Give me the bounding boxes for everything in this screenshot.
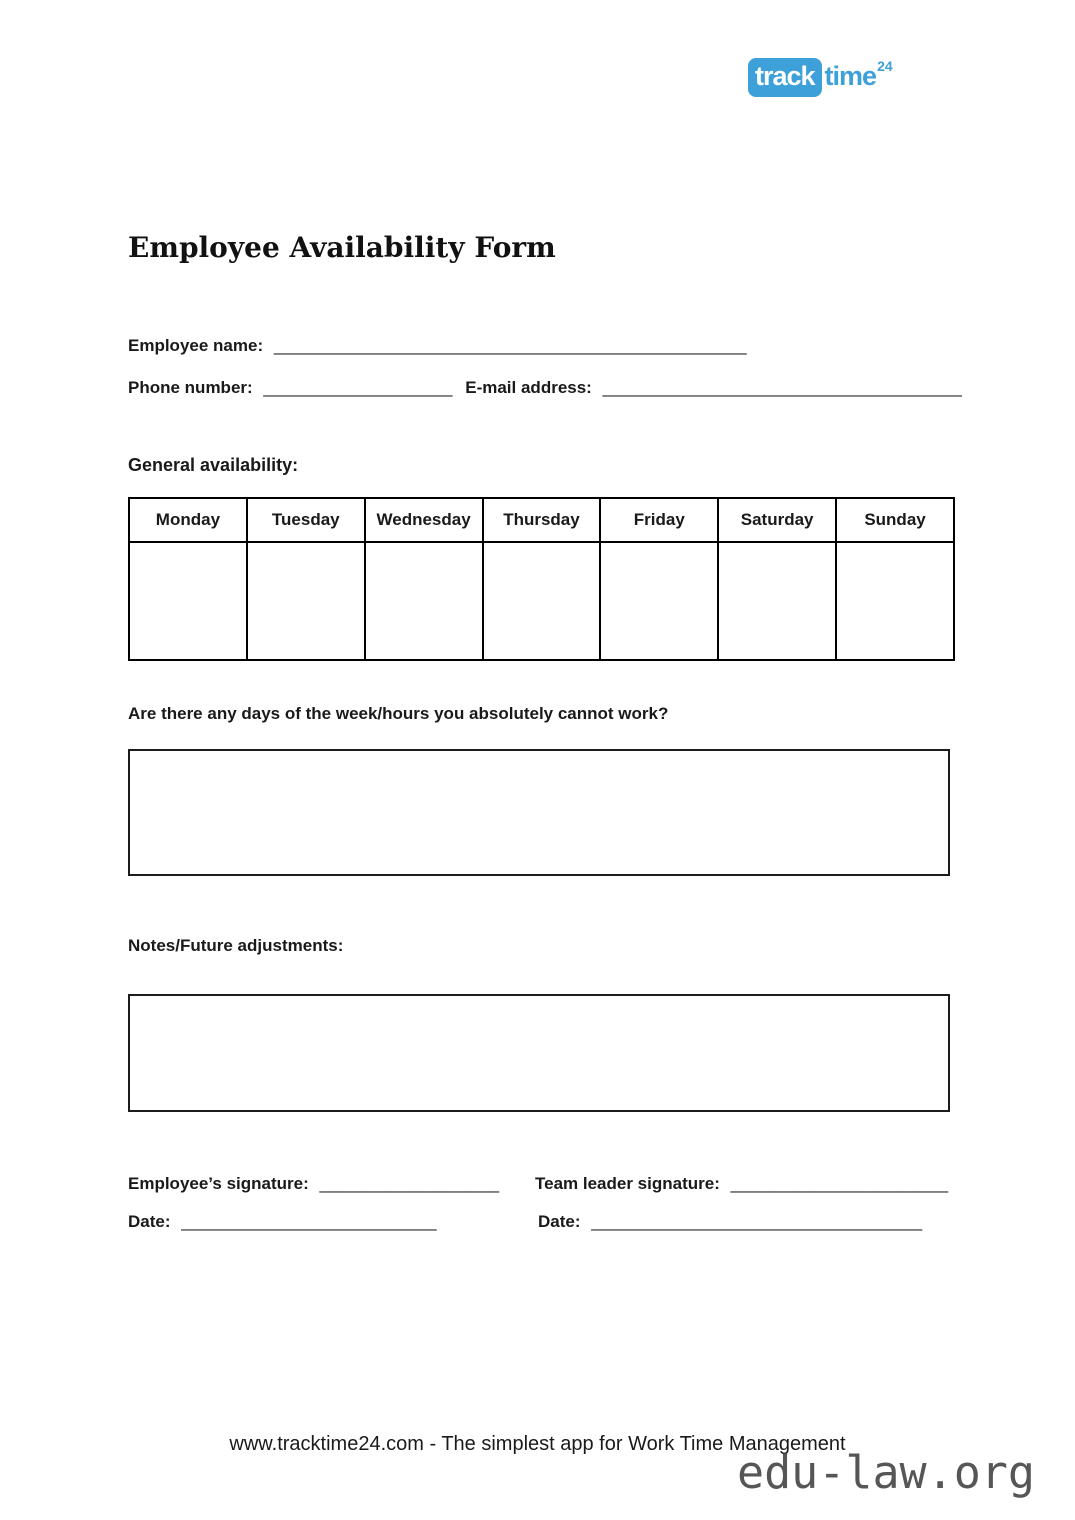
employee-signature-fill-line: ___________________ xyxy=(319,1174,500,1193)
day-header-wednesday: Wednesday xyxy=(365,498,483,542)
team-leader-signature-fill-line: _______________________ xyxy=(730,1174,949,1193)
logo-track-badge: track xyxy=(748,58,822,97)
team-leader-date-row xyxy=(538,1212,922,1232)
availability-entry-row xyxy=(129,542,954,660)
availability-table xyxy=(128,497,955,661)
email-address-label: E-mail address: xyxy=(465,378,592,397)
day-header-sunday: Sunday xyxy=(836,498,954,542)
day-header-tuesday: Tuesday xyxy=(247,498,365,542)
phone-email-row xyxy=(128,378,962,398)
tracktime24-logo xyxy=(748,58,893,97)
cannot-work-answer-box[interactable] xyxy=(128,749,950,876)
notes-label: Notes/Future adjustments: xyxy=(128,936,344,955)
employee-signature-row xyxy=(128,1174,499,1194)
availability-cell-friday[interactable] xyxy=(600,542,718,660)
phone-number-label: Phone number: xyxy=(128,378,253,397)
availability-cell-monday[interactable] xyxy=(129,542,247,660)
day-header-friday: Friday xyxy=(600,498,718,542)
availability-cell-thursday[interactable] xyxy=(483,542,601,660)
cannot-work-question: Are there any days of the week/hours you absolutely cannot work? xyxy=(128,704,669,723)
employee-name-fill-line: __________________________________________________ xyxy=(273,336,747,355)
team-leader-signature-row xyxy=(535,1174,948,1194)
logo-time-text: time xyxy=(824,61,877,91)
team-leader-date-label: Date: xyxy=(538,1212,581,1231)
employee-name-row xyxy=(128,336,747,356)
day-header-monday: Monday xyxy=(129,498,247,542)
notes-answer-box[interactable] xyxy=(128,994,950,1112)
availability-cell-saturday[interactable] xyxy=(718,542,836,660)
day-header-thursday: Thursday xyxy=(483,498,601,542)
logo-24-superscript: 24 xyxy=(877,58,893,74)
phone-number-fill-line: ____________________ xyxy=(263,378,453,397)
employee-date-label: Date: xyxy=(128,1212,171,1231)
team-leader-date-fill-line: ___________________________________ xyxy=(591,1212,923,1231)
availability-header-row xyxy=(129,498,954,542)
general-availability-label: General availability: xyxy=(128,455,299,475)
employee-signature-label: Employee’s signature: xyxy=(128,1174,309,1193)
edu-law-watermark: edu-law.org xyxy=(737,1446,1036,1499)
availability-cell-tuesday[interactable] xyxy=(247,542,365,660)
team-leader-signature-label: Team leader signature: xyxy=(535,1174,720,1193)
footer-tagline: www.tracktime24.com - The simplest app for Work Time Management xyxy=(229,1433,846,1455)
employee-date-fill-line: ___________________________ xyxy=(181,1212,437,1231)
page-title: Employee Availability Form xyxy=(128,230,556,264)
availability-cell-sunday[interactable] xyxy=(836,542,954,660)
email-address-fill-line: ______________________________________ xyxy=(602,378,962,397)
day-header-saturday: Saturday xyxy=(718,498,836,542)
employee-name-label: Employee name: xyxy=(128,336,264,355)
availability-cell-wednesday[interactable] xyxy=(365,542,483,660)
employee-date-row xyxy=(128,1212,437,1232)
